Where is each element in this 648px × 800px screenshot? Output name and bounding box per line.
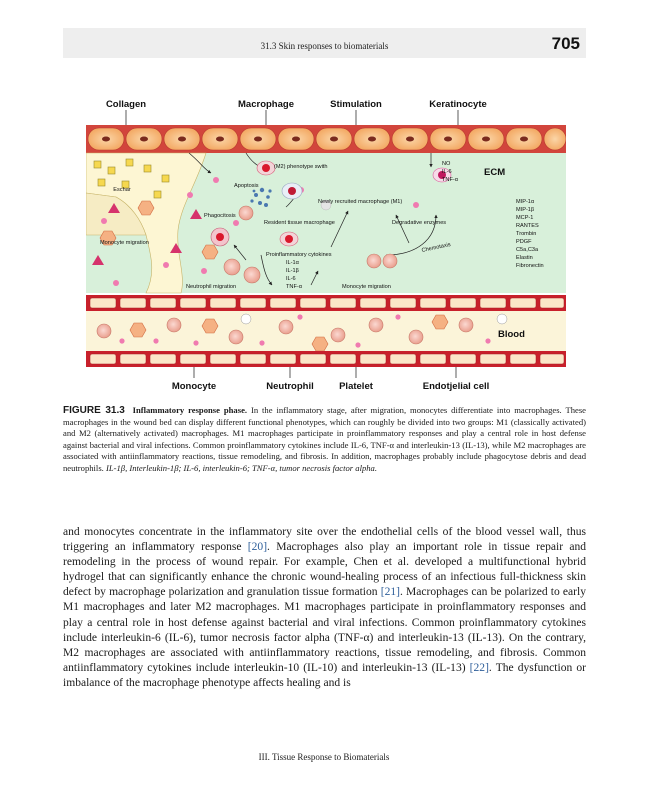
body-part-1: and monocytes concentrate in the inflammatory site over the endothelial cells of the blood vessel wall, thus triggering an inflammatory response (63, 526, 586, 554)
ecm-item-8: Elastin (516, 255, 533, 261)
label-blood: Blood (498, 329, 525, 340)
cytokine-1: IL-1α (286, 260, 299, 266)
label-endothelial-cell: Endotjelial cell (422, 381, 490, 392)
label-degradative: Degradative enzymes (392, 220, 447, 226)
citation-20[interactable]: [20] (247, 541, 268, 554)
figure-31-3 (86, 95, 566, 395)
label-keratinocyte: Keratinocyte (429, 99, 487, 110)
stim-2: IL-6 (442, 169, 452, 175)
body-part-2: . Macrophages also play an important role in tissue repair and remodeling in the process of wound repair. For example, Chen et al. developed a multifunctional hybrid hydrogel that can significantly enhance the chronic wound-healing process of an infectious full-thickness skin defect by macrophage polarization and granulation tissue formation (63, 541, 587, 599)
label-platelet: Platelet (339, 381, 373, 392)
label-monocyte-migration: Monocyte migration (342, 284, 391, 290)
stim-3: TNF-α (442, 177, 458, 183)
caption-text: In the inflammatory stage, after migration, monocytes differentiate into macrophages. These macrophages in the wound bed can display different functional phenotypes, which can roughly be divided into two groups: M1 (classically activated) and M2 (alternatively activated) macrophages. M1 macrophages participate in proinflammatory responses and play a central role in host defense against bacterial and viral infections. Common proinflammatory cytokines include IL-6, TNF-α and interleukin-13 (IL-13), while M2 macrophages are associated with antiinflammatory reactions, tissue remodeling, and fibrosis. In addition, macrophages probably include phagocytose debris and dead neutrophils. (63, 405, 586, 473)
label-collagen: Collagen (105, 99, 147, 110)
ecm-item-6: PDGF (516, 239, 532, 245)
citation-21[interactable]: [21] (380, 586, 400, 599)
running-head-title: 31.3 Skin responses to biomaterials (260, 41, 389, 51)
label-proinflammatory: Proinflammatory cytokines (266, 252, 332, 258)
label-neutrophil-migration: Neutrophil migration (186, 284, 237, 290)
body-paragraph (63, 525, 586, 691)
citation-22[interactable]: [22] (469, 661, 489, 674)
label-ecm: ECM (484, 167, 506, 178)
label-apoptosis: Apoptosis (234, 183, 259, 189)
label-neutrophil: Neutrophil (266, 381, 314, 392)
ecm-item-4: RANTES (516, 223, 539, 229)
stim-1: NO (442, 161, 451, 167)
cytokine-4: TNF-α (286, 284, 302, 290)
caption-label: FIGURE 31.3 (63, 405, 125, 416)
ecm-item-9: Fibronectin (516, 263, 544, 269)
ecm-item-2: MIP-1β (516, 207, 535, 213)
label-phagocitosis: Phagocitosis (204, 213, 236, 219)
body-part-4: . The dysfunction or imbalance of the macrophage phenotype affects healing and is (63, 661, 586, 689)
cytokine-3: IL-6 (286, 276, 296, 282)
page-number: 705 (551, 34, 580, 53)
body-part-3: . Macrophages can be polarized to early M1 macrophages and later M2 macrophages. M1 macrophages participate in proinflammatory responses and play a central role in host defense against bacterial and viral infections. Common proinflammatory cytokines include interleukin-6 (IL-6), tumor necrosis factor alpha (TNF-α) and interleukin-13 (IL-13). On the contrary, M2 macrophages are associated with antiinflammatory reactions, tissue remodeling, and fibrosis. Common antiinflammatory cytokines include interleukin-10 (IL-10) and interleukin-13 (IL-13) (63, 586, 586, 674)
caption-title: Inflammatory response phase. (132, 405, 248, 415)
label-monocyte: Monocyte (171, 381, 217, 392)
label-m2-switch: (M2) phenotype swith (274, 164, 328, 170)
figure-caption (63, 405, 586, 475)
cytokine-2: IL-1β (286, 268, 299, 274)
running-header (63, 28, 586, 58)
figure-illustration (86, 95, 566, 395)
ecm-item-3: MCP-1 (516, 215, 534, 221)
label-resident: Resident tissue macrophage (264, 220, 335, 226)
label-chemotaxis: Chemotaxis (421, 241, 452, 254)
ecm-item-7: C5a,C3a (516, 247, 539, 253)
label-stimulation: Stimulation (330, 99, 382, 110)
caption-abbreviations: IL-1β, Interleukin-1β; IL-6, interleukin-6; TNF-α, tumor necrosis factor alpha. (105, 462, 377, 473)
running-footer: III. Tissue Response to Biomaterials (258, 752, 390, 762)
label-monocyte-migration-left: Monocyte migration (100, 240, 149, 246)
label-newly-recruited: Newly recruited macrophage (M1) (318, 199, 403, 205)
ecm-item-1: MIP-1α (516, 199, 535, 205)
label-eschar: Eschar (113, 187, 131, 193)
ecm-item-5: Trombin (516, 231, 537, 237)
label-macrophage: Macrophage (238, 99, 294, 110)
